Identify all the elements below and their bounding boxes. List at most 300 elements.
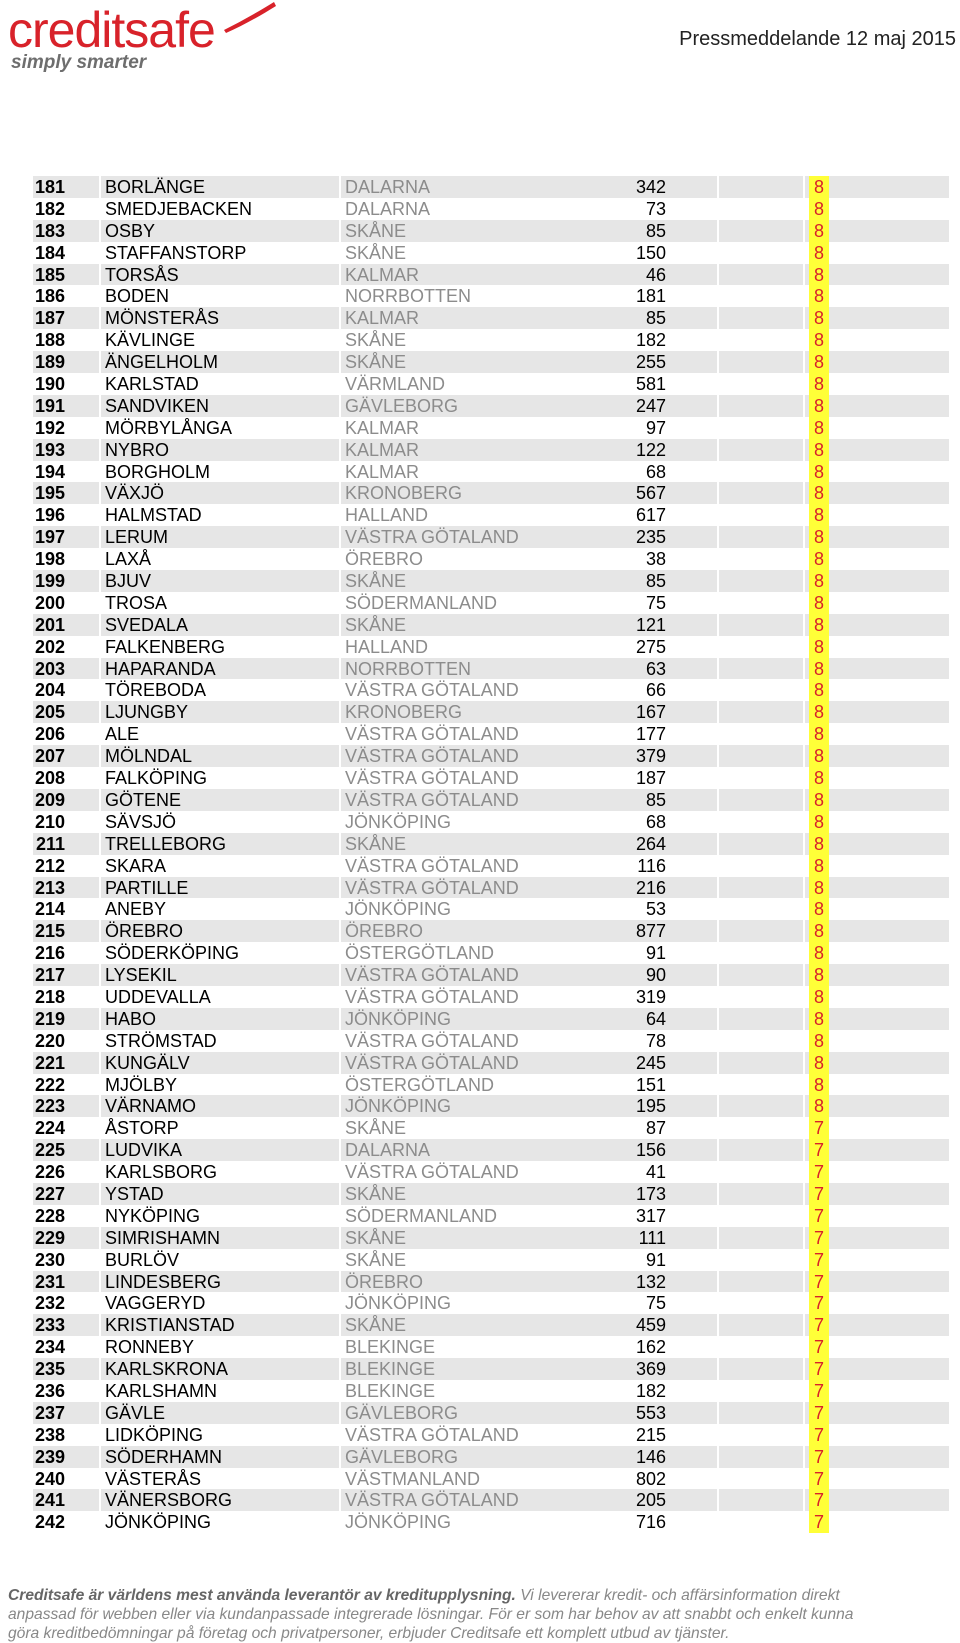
rank-cell: 183 <box>34 220 65 241</box>
county-cell: SKÅNE <box>345 833 407 854</box>
count-cell: 245 <box>635 1052 666 1073</box>
column-separator <box>339 986 341 1008</box>
county-cell: VÄSTRA GÖTALAND <box>345 746 519 767</box>
municipality-cell: TORSÅS <box>105 264 179 285</box>
municipality-cell: PARTILLE <box>105 877 189 898</box>
table-row <box>33 264 949 286</box>
county-cell: ÖSTERGÖTLAND <box>345 1074 495 1095</box>
county-cell: JÖNKÖPING <box>345 1293 452 1314</box>
column-separator <box>803 1030 805 1052</box>
count-cell: 63 <box>645 658 666 679</box>
footer-bold: Creditsafe är världens mest använda leverantör av kreditupplysning. <box>8 1587 516 1604</box>
column-separator <box>339 1424 341 1446</box>
county-cell: NORRBOTTEN <box>345 286 471 307</box>
county-cell: VÄSTRA GÖTALAND <box>345 680 519 701</box>
score-cell: 7 <box>809 1271 829 1293</box>
count-cell: 41 <box>645 1162 666 1183</box>
county-cell: SÖDERMANLAND <box>345 1205 498 1226</box>
score-cell: 7 <box>809 1446 829 1468</box>
count-cell: 195 <box>635 1096 666 1117</box>
score-cell: 8 <box>809 658 829 680</box>
score-cell: 7 <box>809 1161 829 1183</box>
score-cell: 7 <box>809 1489 829 1511</box>
county-cell: ÖREBRO <box>345 1271 424 1292</box>
column-separator <box>339 264 341 286</box>
municipality-cell: STRÖMSTAD <box>105 1030 217 1051</box>
column-separator <box>803 811 805 833</box>
column-separator <box>99 986 101 1008</box>
logo-tagline: simply smarter <box>11 52 147 73</box>
column-separator <box>717 1183 719 1205</box>
column-separator <box>99 1292 101 1314</box>
count-cell: 182 <box>635 1380 666 1401</box>
count-cell: 68 <box>645 461 666 482</box>
column-separator <box>99 264 101 286</box>
count-cell: 181 <box>635 286 666 307</box>
score-cell: 7 <box>809 1314 829 1336</box>
county-cell: ÖSTERGÖTLAND <box>345 943 495 964</box>
county-cell: ÖREBRO <box>345 549 424 570</box>
column-separator <box>99 833 101 855</box>
table-row <box>33 1402 949 1424</box>
municipality-cell: JÖNKÖPING <box>105 1512 212 1533</box>
column-separator <box>99 285 101 307</box>
municipality-cell: TÖREBODA <box>105 680 207 701</box>
column-separator <box>803 548 805 570</box>
column-separator <box>803 1489 805 1511</box>
column-separator <box>803 329 805 351</box>
county-cell: BLEKINGE <box>345 1380 436 1401</box>
county-cell: HALLAND <box>345 505 429 526</box>
score-cell: 7 <box>809 1380 829 1402</box>
municipality-cell: ANEBY <box>105 899 167 920</box>
column-separator <box>717 1008 719 1030</box>
column-separator <box>717 1446 719 1468</box>
column-separator <box>99 198 101 220</box>
column-separator <box>99 811 101 833</box>
column-separator <box>339 855 341 877</box>
column-separator <box>717 767 719 789</box>
municipality-cell: KUNGÄLV <box>105 1052 190 1073</box>
municipality-cell: MÖNSTERÅS <box>105 308 220 329</box>
rank-cell: 215 <box>34 921 65 942</box>
column-separator <box>803 723 805 745</box>
table-row <box>33 176 949 198</box>
column-separator <box>717 1336 719 1358</box>
table-row <box>33 482 949 504</box>
press-release-date: Pressmeddelande 12 maj 2015 <box>679 28 956 50</box>
column-separator <box>803 461 805 483</box>
column-separator <box>339 417 341 439</box>
county-cell: SKÅNE <box>345 242 407 263</box>
column-separator <box>803 855 805 877</box>
municipality-cell: SÄVSJÖ <box>105 811 177 832</box>
count-cell: 91 <box>645 1249 666 1270</box>
score-cell: 8 <box>809 242 829 264</box>
rank-cell: 214 <box>34 899 65 920</box>
table-row <box>33 1074 949 1096</box>
municipality-cell: SÖDERHAMN <box>105 1446 223 1467</box>
column-separator <box>99 373 101 395</box>
county-cell: GÄVLEBORG <box>345 1402 459 1423</box>
rank-cell: 185 <box>34 264 65 285</box>
column-separator <box>99 877 101 899</box>
score-cell: 7 <box>809 1358 829 1380</box>
score-cell: 8 <box>809 220 829 242</box>
column-separator <box>339 1139 341 1161</box>
table-row <box>33 548 949 570</box>
column-separator <box>99 548 101 570</box>
column-separator <box>99 504 101 526</box>
column-separator <box>339 1380 341 1402</box>
municipality-cell: KÄVLINGE <box>105 330 196 351</box>
municipality-cell: LJUNGBY <box>105 702 189 723</box>
column-separator <box>99 1161 101 1183</box>
score-cell: 8 <box>809 176 829 198</box>
column-separator <box>803 1008 805 1030</box>
table-row <box>33 592 949 614</box>
rank-cell: 203 <box>34 658 65 679</box>
column-separator <box>339 1402 341 1424</box>
column-separator <box>99 570 101 592</box>
column-separator <box>339 745 341 767</box>
count-cell: 187 <box>635 768 666 789</box>
municipality-cell: ÄNGELHOLM <box>105 352 219 373</box>
score-cell: 8 <box>809 723 829 745</box>
count-cell: 553 <box>635 1402 666 1423</box>
municipality-cell: SVEDALA <box>105 614 189 635</box>
column-separator <box>339 307 341 329</box>
column-separator <box>339 636 341 658</box>
count-cell: 369 <box>635 1359 666 1380</box>
table-row <box>33 351 949 373</box>
count-cell: 122 <box>635 439 666 460</box>
table-row <box>33 679 949 701</box>
column-separator <box>99 1489 101 1511</box>
column-separator <box>803 1468 805 1490</box>
rank-cell: 210 <box>34 811 65 832</box>
count-cell: 617 <box>635 505 666 526</box>
score-cell: 8 <box>809 701 829 723</box>
column-separator <box>339 877 341 899</box>
column-separator <box>717 877 719 899</box>
rank-cell: 224 <box>34 1118 65 1139</box>
column-separator <box>803 1446 805 1468</box>
count-cell: 205 <box>635 1490 666 1511</box>
table-row <box>33 986 949 1008</box>
column-separator <box>99 439 101 461</box>
column-separator <box>717 855 719 877</box>
column-separator <box>717 636 719 658</box>
count-cell: 162 <box>635 1337 666 1358</box>
column-separator <box>717 373 719 395</box>
count-cell: 73 <box>645 198 666 219</box>
county-cell: JÖNKÖPING <box>345 1008 452 1029</box>
column-separator <box>717 439 719 461</box>
county-cell: BLEKINGE <box>345 1359 436 1380</box>
column-separator <box>803 1052 805 1074</box>
column-separator <box>803 614 805 636</box>
count-cell: 459 <box>635 1315 666 1336</box>
table-row <box>33 1380 949 1402</box>
municipality-cell: VÄRNAMO <box>105 1096 197 1117</box>
column-separator <box>803 439 805 461</box>
score-cell: 7 <box>809 1468 829 1490</box>
column-separator <box>339 439 341 461</box>
rank-cell: 184 <box>34 242 65 263</box>
table-row <box>33 1052 949 1074</box>
column-separator <box>717 504 719 526</box>
column-separator <box>717 1468 719 1490</box>
column-separator <box>339 1446 341 1468</box>
rank-cell: 192 <box>34 417 65 438</box>
score-cell: 8 <box>809 351 829 373</box>
column-separator <box>717 745 719 767</box>
county-cell: KALMAR <box>345 264 420 285</box>
column-separator <box>99 176 101 198</box>
county-cell: JÖNKÖPING <box>345 811 452 832</box>
county-cell: VÄSTMANLAND <box>345 1468 481 1489</box>
score-cell: 8 <box>809 877 829 899</box>
column-separator <box>717 482 719 504</box>
column-separator <box>717 658 719 680</box>
table-row <box>33 942 949 964</box>
column-separator <box>339 570 341 592</box>
column-separator <box>717 789 719 811</box>
column-separator <box>717 1227 719 1249</box>
column-separator <box>717 614 719 636</box>
column-separator <box>803 789 805 811</box>
county-cell: DALARNA <box>345 1140 431 1161</box>
score-cell: 8 <box>809 373 829 395</box>
column-separator <box>339 395 341 417</box>
count-cell: 53 <box>645 899 666 920</box>
county-cell: VÄSTRA GÖTALAND <box>345 768 519 789</box>
column-separator <box>717 1271 719 1293</box>
column-separator <box>803 1095 805 1117</box>
column-separator <box>99 1314 101 1336</box>
county-cell: BLEKINGE <box>345 1337 436 1358</box>
table-row <box>33 658 949 680</box>
rank-cell: 201 <box>34 614 65 635</box>
count-cell: 78 <box>645 1030 666 1051</box>
table-row <box>33 439 949 461</box>
municipality-cell: KRISTIANSTAD <box>105 1315 235 1336</box>
column-separator <box>339 1205 341 1227</box>
county-cell: VÄSTRA GÖTALAND <box>345 527 519 548</box>
footer-line2: anpassad för webben eller via kundanpassade integrerade lösningar. För er som har behov av att snabbt och enkelt kunna <box>8 1606 854 1623</box>
municipality-cell: LERUM <box>105 527 169 548</box>
count-cell: 716 <box>635 1512 666 1533</box>
column-separator <box>99 395 101 417</box>
creditsafe-logo <box>8 0 280 80</box>
column-separator <box>717 701 719 723</box>
score-cell: 8 <box>809 898 829 920</box>
column-separator <box>339 679 341 701</box>
column-separator <box>803 526 805 548</box>
column-separator <box>339 592 341 614</box>
rank-cell: 229 <box>34 1227 65 1248</box>
rank-cell: 231 <box>34 1271 65 1292</box>
municipality-cell: KARLSTAD <box>105 374 199 395</box>
table-row <box>33 811 949 833</box>
column-separator <box>99 920 101 942</box>
count-cell: 150 <box>635 242 666 263</box>
municipality-cell: KARLSBORG <box>105 1162 218 1183</box>
count-cell: 66 <box>645 680 666 701</box>
column-separator <box>339 1008 341 1030</box>
column-separator <box>99 767 101 789</box>
municipality-cell: SKARA <box>105 855 167 876</box>
column-separator <box>339 1117 341 1139</box>
logo-wordmark: creditsafe <box>8 2 215 58</box>
column-separator <box>339 1030 341 1052</box>
column-separator <box>99 701 101 723</box>
rank-cell: 238 <box>34 1424 65 1445</box>
county-cell: VÄSTRA GÖTALAND <box>345 1030 519 1051</box>
municipality-ranking-table <box>33 176 949 1533</box>
county-cell: HALLAND <box>345 636 429 657</box>
column-separator <box>339 898 341 920</box>
score-cell: 8 <box>809 417 829 439</box>
column-separator <box>339 789 341 811</box>
municipality-cell: LUDVIKA <box>105 1140 183 1161</box>
column-separator <box>803 898 805 920</box>
column-separator <box>99 1511 101 1533</box>
count-cell: 75 <box>645 592 666 613</box>
column-separator <box>339 614 341 636</box>
table-row <box>33 395 949 417</box>
county-cell: VÄSTRA GÖTALAND <box>345 965 519 986</box>
score-cell: 8 <box>809 855 829 877</box>
rank-cell: 219 <box>34 1008 65 1029</box>
municipality-cell: TROSA <box>105 592 168 613</box>
column-separator <box>717 1095 719 1117</box>
column-separator <box>803 482 805 504</box>
column-separator <box>803 1249 805 1271</box>
rank-cell: 213 <box>34 877 65 898</box>
column-separator <box>803 1358 805 1380</box>
municipality-cell: VÄNERSBORG <box>105 1490 233 1511</box>
rank-cell: 208 <box>34 768 65 789</box>
column-separator <box>803 1227 805 1249</box>
table-row <box>33 1424 949 1446</box>
column-separator <box>339 526 341 548</box>
table-row <box>33 723 949 745</box>
column-separator <box>99 220 101 242</box>
county-cell: SKÅNE <box>345 1315 407 1336</box>
table-row <box>33 307 949 329</box>
count-cell: 182 <box>635 330 666 351</box>
column-separator <box>717 285 719 307</box>
table-row <box>33 1139 949 1161</box>
column-separator <box>803 1292 805 1314</box>
column-separator <box>803 592 805 614</box>
county-cell: SKÅNE <box>345 571 407 592</box>
column-separator <box>339 1468 341 1490</box>
column-separator <box>803 1511 805 1533</box>
column-separator <box>717 307 719 329</box>
municipality-cell: SÖDERKÖPING <box>105 943 240 964</box>
column-separator <box>717 1424 719 1446</box>
column-separator <box>339 329 341 351</box>
municipality-cell: BODEN <box>105 286 170 307</box>
county-cell: KALMAR <box>345 308 420 329</box>
score-cell: 8 <box>809 307 829 329</box>
municipality-cell: YSTAD <box>105 1183 164 1204</box>
rank-cell: 209 <box>34 789 65 810</box>
score-cell: 7 <box>809 1292 829 1314</box>
rank-cell: 190 <box>34 374 65 395</box>
county-cell: VÄSTRA GÖTALAND <box>345 724 519 745</box>
column-separator <box>717 329 719 351</box>
score-cell: 8 <box>809 986 829 1008</box>
table-row <box>33 1030 949 1052</box>
municipality-cell: BORLÄNGE <box>105 177 206 197</box>
rank-cell: 207 <box>34 746 65 767</box>
column-separator <box>99 898 101 920</box>
municipality-cell: RONNEBY <box>105 1337 195 1358</box>
column-separator <box>99 1468 101 1490</box>
rank-cell: 225 <box>34 1140 65 1161</box>
column-separator <box>339 767 341 789</box>
column-separator <box>99 1183 101 1205</box>
footer-text <box>8 1586 948 1643</box>
column-separator <box>717 964 719 986</box>
column-separator <box>717 417 719 439</box>
table-row <box>33 1095 949 1117</box>
column-separator <box>99 1095 101 1117</box>
score-cell: 7 <box>809 1336 829 1358</box>
table-row <box>33 242 949 264</box>
table-row <box>33 898 949 920</box>
municipality-cell: LIDKÖPING <box>105 1424 204 1445</box>
county-cell: VÄSTRA GÖTALAND <box>345 1424 519 1445</box>
column-separator <box>803 395 805 417</box>
table-row <box>33 789 949 811</box>
column-separator <box>717 395 719 417</box>
count-cell: 116 <box>637 855 666 876</box>
rank-cell: 187 <box>34 308 65 329</box>
column-separator <box>339 1511 341 1533</box>
score-cell: 7 <box>809 1205 829 1227</box>
county-cell: SKÅNE <box>345 1183 407 1204</box>
column-separator <box>803 1402 805 1424</box>
column-separator <box>339 1249 341 1271</box>
county-cell: GÄVLEBORG <box>345 395 459 416</box>
municipality-cell: SIMRISHAMN <box>105 1227 221 1248</box>
county-cell: SKÅNE <box>345 1249 407 1270</box>
column-separator <box>717 1402 719 1424</box>
rank-cell: 242 <box>34 1512 65 1533</box>
municipality-cell: OSBY <box>105 220 156 241</box>
column-separator <box>803 942 805 964</box>
table-row <box>33 285 949 307</box>
column-separator <box>339 920 341 942</box>
rank-cell: 191 <box>34 395 65 416</box>
county-cell: GÄVLEBORG <box>345 1446 459 1467</box>
county-cell: VÄSTRA GÖTALAND <box>345 1052 519 1073</box>
column-separator <box>803 307 805 329</box>
column-separator <box>717 264 719 286</box>
count-cell: 85 <box>645 220 666 241</box>
column-separator <box>99 1227 101 1249</box>
score-cell: 8 <box>809 461 829 483</box>
column-separator <box>717 1139 719 1161</box>
count-cell: 85 <box>645 789 666 810</box>
county-cell: KALMAR <box>345 417 420 438</box>
table-row <box>33 745 949 767</box>
